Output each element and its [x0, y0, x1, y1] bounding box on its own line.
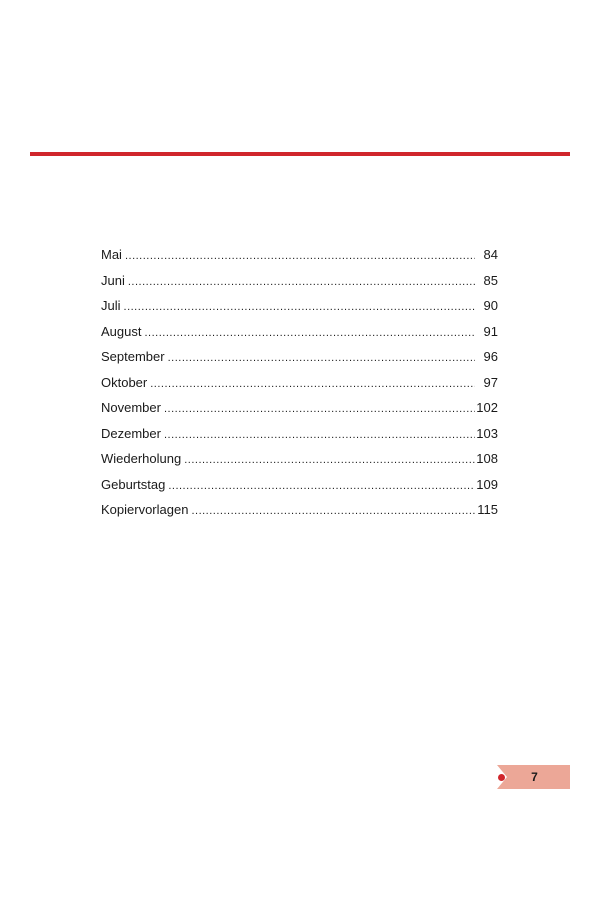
toc-dot-leader: [164, 425, 475, 445]
toc-entry-page: 85: [483, 272, 498, 288]
toc-dot-leader: [168, 348, 475, 368]
toc-entry-title: August: [101, 323, 142, 339]
toc-entry-page: 103: [476, 425, 498, 441]
toc-entry: [101, 398, 498, 424]
toc-entry-title: Juni: [101, 272, 125, 288]
toc-entry-page: 90: [483, 298, 498, 313]
toc-entry-page: 115: [477, 502, 498, 517]
toc-entry: [101, 245, 498, 271]
toc-entry: [101, 296, 498, 322]
toc-entry-title: Juli: [101, 298, 121, 313]
toc-dot-leader: [191, 501, 475, 521]
toc-entry-page: 109: [476, 476, 498, 492]
toc-entry: [101, 322, 498, 348]
toc-dot-leader: [164, 399, 475, 419]
toc-entry-title: Dezember: [101, 425, 161, 441]
table-of-contents: [101, 245, 498, 526]
page-number: 7: [531, 770, 538, 784]
toc-entry: [101, 347, 498, 373]
toc-dot-leader: [144, 323, 475, 343]
toc-entry-title: Mai: [101, 247, 122, 262]
toc-dot-leader: [125, 246, 475, 266]
toc-dot-leader: [150, 374, 475, 394]
toc-dot-leader: [124, 297, 475, 317]
toc-entry-page: 96: [483, 349, 498, 364]
toc-entry: [101, 500, 498, 526]
toc-entry-page: 91: [483, 323, 498, 339]
toc-dot-leader: [184, 450, 475, 470]
toc-entry: [101, 449, 498, 475]
toc-entry-title: September: [101, 349, 165, 364]
header-rule: [30, 152, 570, 156]
toc-dot-leader: [168, 476, 475, 496]
toc-entry-page: 102: [476, 400, 498, 415]
toc-entry-page: 97: [483, 374, 498, 390]
toc-entry-title: Wiederholung: [101, 451, 182, 466]
toc-entry: [101, 424, 498, 450]
toc-entry: [101, 373, 498, 399]
toc-entry-title: November: [101, 400, 161, 415]
toc-entry: [101, 475, 498, 501]
toc-entry-title: Geburtstag: [101, 476, 166, 492]
toc-entry: [101, 271, 498, 297]
toc-entry-title: Oktober: [101, 374, 148, 390]
toc-dot-leader: [128, 272, 475, 292]
toc-entry-title: Kopiervorlagen: [101, 502, 189, 517]
toc-entry-page: 84: [483, 247, 498, 262]
toc-entry-page: 108: [476, 451, 498, 466]
